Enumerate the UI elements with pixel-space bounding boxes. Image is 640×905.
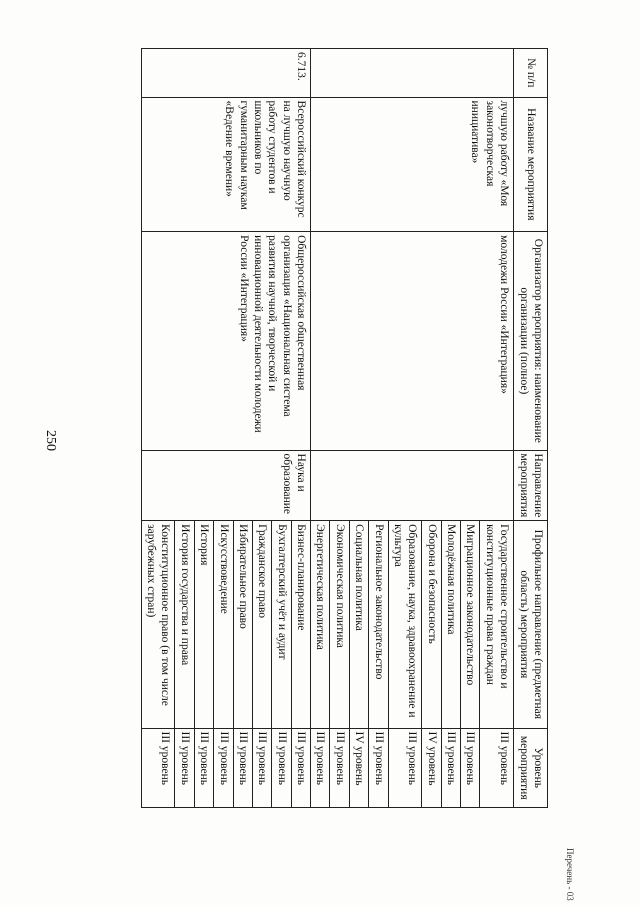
prev-name: лучшую работу «Моя законотворческая инициатива» <box>311 97 514 232</box>
level-cell: III уровень <box>253 728 272 807</box>
level-cell: III уровень <box>311 728 330 807</box>
header-num: № п/п <box>514 49 548 98</box>
area-cell: Миграционное законодательство <box>461 521 480 728</box>
level-cell: III уровень <box>291 728 310 807</box>
level-cell: III уровень <box>388 728 422 807</box>
header-organizer: Организатор мероприятия: наименование организации (полное) <box>514 232 548 450</box>
area-cell: Оборона и безопасность <box>422 521 441 728</box>
level-cell: III уровень <box>272 728 291 807</box>
page-number: 250 <box>43 430 58 451</box>
level-cell: III уровень <box>175 728 194 807</box>
header-name: Название мероприятия <box>514 97 548 232</box>
area-cell: Бухгалтерский учёт и аудит <box>272 521 291 728</box>
level-cell: III уровень <box>480 728 514 807</box>
header-direction: Направление мероприятия <box>514 450 548 521</box>
area-cell: Государственное строительство и конституционные права граждан <box>480 521 514 728</box>
prev-direction <box>311 450 514 521</box>
area-cell: История <box>194 521 213 728</box>
level-cell: III уровень <box>194 728 213 807</box>
area-cell: Избирательное право <box>233 521 252 728</box>
prev-organizer: молодежи России «Интеграция» <box>311 232 514 450</box>
area-cell: Образование, наука, здравоохранение и культура <box>388 521 422 728</box>
level-cell: III уровень <box>330 728 349 807</box>
level-cell: IV уровень <box>349 728 368 807</box>
table-header-row <box>514 49 548 808</box>
area-cell: Искусствоведение <box>214 521 233 728</box>
level-cell: III уровень <box>141 728 175 807</box>
entry-name: Всероссийский конкурс на лучшую научную работу студентов и школьников по гуманитарным наукам «Ведение времени» <box>141 97 310 232</box>
area-cell: Социальная политика <box>349 521 368 728</box>
level-cell: III уровень <box>214 728 233 807</box>
table-row <box>291 49 310 808</box>
level-cell: IV уровень <box>422 728 441 807</box>
footer-label: Перечень - 03 <box>565 848 575 901</box>
area-cell: Гражданское право <box>253 521 272 728</box>
level-cell: III уровень <box>461 728 480 807</box>
header-area: Профильное направление (предметная область) мероприятия <box>514 521 548 728</box>
table-row <box>480 49 514 808</box>
area-cell: Региональное законодательство <box>369 521 388 728</box>
area-cell: Энергетическая политика <box>311 521 330 728</box>
entry-direction: Наука и образование <box>141 450 310 521</box>
area-cell: Экономическая политика <box>330 521 349 728</box>
level-cell: III уровень <box>233 728 252 807</box>
level-cell: III уровень <box>441 728 460 807</box>
events-table <box>141 48 548 808</box>
entry-organizer: Общероссийская общественная организация «Национальная система развития научной, творческой и инновационной деятельности молодежи России «Интеграция» <box>141 232 310 450</box>
header-level: Уровень мероприятия <box>514 728 548 807</box>
level-cell: III уровень <box>369 728 388 807</box>
rotated-table-container <box>88 48 548 808</box>
area-cell: Бизнес-планирование <box>291 521 310 728</box>
entry-num: 6.713. <box>141 49 310 98</box>
prev-num <box>311 49 514 98</box>
area-cell: Молодёжная политика <box>441 521 460 728</box>
area-cell: История государства и права <box>175 521 194 728</box>
area-cell: Конституционное право (в том числе зарубежных стран) <box>141 521 175 728</box>
